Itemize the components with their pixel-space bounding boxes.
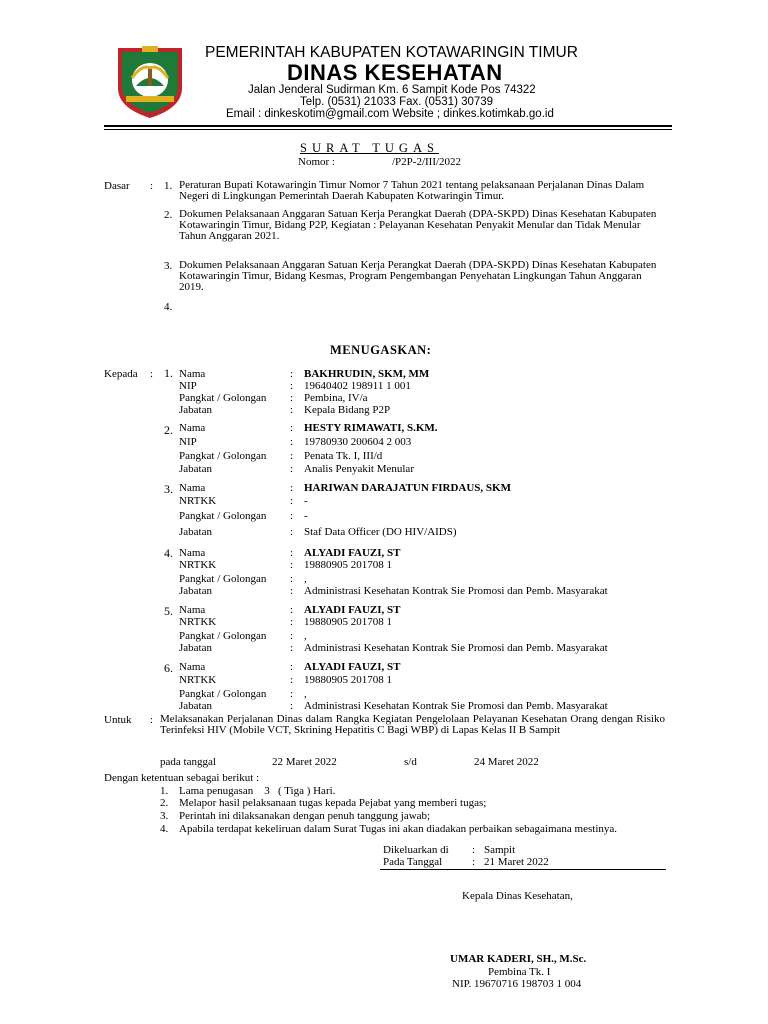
- untuk-text: Melaksanakan Perjalanan Dinas dalam Rangka Kegiatan Pengelolaan Pelayanan Kesehatan Orang dengan Risiko Terinfeksi HIV (Mobile VCT, Skrining Hepatitis C Bagi WBP) di Lapas Kelas II B Sampit: [160, 713, 665, 736]
- government-name: PEMERINTAH KABUPATEN KOTAWARINGIN TIMUR: [205, 44, 578, 61]
- tanggal-label: pada tanggal: [160, 756, 216, 768]
- assignee-field-colon: :: [290, 422, 294, 434]
- issued-place-colon: :: [472, 844, 476, 856]
- header-rule-thin: [104, 129, 672, 130]
- tanggal-end: 24 Maret 2022: [474, 756, 539, 768]
- assignee-field-label: Nama: [179, 482, 206, 494]
- assignee-field-value: 19640402 198911 1 001: [304, 380, 411, 392]
- assignee-number: 2.: [164, 423, 173, 437]
- issued-date-label: Pada Tanggal: [383, 856, 443, 868]
- assignee-field-value: Administrasi Kesehatan Kontrak Sie Promosi dan Pemb. Masyarakat: [304, 642, 608, 654]
- dasar-text-2: Dokumen Pelaksanaan Anggaran Satuan Kerja Perangkat Daerah (DPA-SKPD) Dinas Kesehatan Kabupaten Kotawaringin Timur, Bidang P2P, Kegiatan : Pelayanan Kesehatan Penyakit Menular dan Tidak Menular Tahun Anggaran 2021.: [179, 208, 657, 242]
- ketentuan-num-4: 4.: [160, 823, 169, 835]
- assignee-field-label: Pangkat / Golongan: [179, 450, 267, 462]
- issued-place-label: Dikeluarkan di: [383, 844, 449, 856]
- assignee-field-label: Jabatan: [179, 700, 212, 712]
- untuk-label: Untuk: [104, 714, 132, 726]
- assignee-field-colon: :: [290, 661, 294, 673]
- document-title: SURAT TUGAS: [300, 141, 439, 155]
- nomor-label: Nomor :: [298, 156, 335, 168]
- dasar-text-3: Dokumen Pelaksanaan Anggaran Satuan Kerja Perangkat Daerah (DPA-SKPD) Dinas Kesehatan Kabupaten Kotawaringin Timur, Bidang Kesmas, Program Pengembangan Penyehatan Lingkungan Tahun Anggaran 2019.: [179, 259, 657, 293]
- assignee-field-label: Pangkat / Golongan: [179, 510, 267, 522]
- assignee-field-label: NIP: [179, 380, 197, 392]
- assignee-field-colon: :: [290, 404, 294, 416]
- dasar-colon: :: [150, 180, 154, 192]
- ketentuan-num-3: 3.: [160, 810, 169, 822]
- assignee-field-label: NRTKK: [179, 616, 217, 628]
- assignee-field-colon: :: [290, 616, 294, 628]
- assignee-name: BAKHRUDIN, SKM, MM: [304, 368, 430, 380]
- dasar-num-3: 3.: [164, 260, 173, 272]
- assignee-field-label: NRTKK: [179, 674, 217, 686]
- department-name: DINAS KESEHATAN: [287, 60, 503, 85]
- assignee-field-label: Pangkat / Golongan: [179, 688, 267, 700]
- tanggal-sd: s/d: [404, 756, 417, 768]
- assignee-field-value: Administrasi Kesehatan Kontrak Sie Promosi dan Pemb. Masyarakat: [304, 585, 608, 597]
- dasar-num-2: 2.: [164, 209, 173, 221]
- assignee-name: ALYADI FAUZI, ST: [304, 604, 401, 616]
- assignee-field-colon: :: [290, 573, 294, 585]
- menugaskan-heading: MENUGASKAN:: [330, 343, 432, 357]
- ketentuan-num-1: 1.: [160, 785, 169, 797]
- assignee-field-colon: :: [290, 674, 294, 686]
- assignee-field-colon: :: [290, 526, 294, 538]
- assignee-number: 4.: [164, 546, 173, 560]
- assignee-field-colon: :: [290, 688, 294, 700]
- assignee-field-colon: :: [290, 392, 294, 404]
- assignee-field-value: ,: [304, 573, 307, 585]
- assignee-field-colon: :: [290, 380, 294, 392]
- dasar-num-1: 1.: [164, 180, 173, 192]
- assignee-field-colon: :: [290, 463, 294, 475]
- regency-emblem-logo: [112, 44, 188, 120]
- assignee-name: ALYADI FAUZI, ST: [304, 661, 401, 673]
- assignee-field-value: Penata Tk. I, III/d: [304, 450, 383, 462]
- ketentuan-intro: Dengan ketentuan sebagai berikut :: [104, 772, 260, 784]
- signatory-nip: NIP. 19670716 198703 1 004: [452, 978, 582, 990]
- assignee-number: 5.: [164, 604, 173, 618]
- assignee-number: 6.: [164, 661, 173, 675]
- assignee-name: HARIWAN DARAJATUN FIRDAUS, SKM: [304, 482, 511, 494]
- assignee-name: HESTY RIMAWATI, S.KM.: [304, 422, 438, 434]
- signatory-office: Kepala Dinas Kesehatan,: [462, 890, 573, 902]
- dasar-text-1: Peraturan Bupati Kotawaringin Timur Nomor 7 Tahun 2021 tentang pelaksanaan Perjalanan Dinas Dalam Negeri di Lingkungan Pemerintah Daerah Kabupaten Kotwaringin Timur.: [179, 179, 645, 202]
- assignee-field-label: Jabatan: [179, 404, 212, 416]
- assignee-field-value: Kepala Bidang P2P: [304, 404, 391, 416]
- assignee-field-label: Nama: [179, 547, 206, 559]
- assignee-field-label: Jabatan: [179, 642, 212, 654]
- assignee-field-value: -: [304, 495, 308, 507]
- kepada-label: Kepada: [104, 368, 138, 380]
- issued-date-colon: :: [472, 856, 476, 868]
- header-rule-thick: [104, 125, 672, 127]
- assignee-field-value: -: [304, 510, 308, 522]
- issued-date-value: 21 Maret 2022: [484, 856, 549, 868]
- assignee-field-label: Pangkat / Golongan: [179, 392, 267, 404]
- assignee-field-label: Nama: [179, 422, 206, 434]
- assignee-field-colon: :: [290, 436, 294, 448]
- assignee-field-label: Jabatan: [179, 526, 212, 538]
- assignee-field-value: 19880905 201708 1: [304, 616, 392, 628]
- assignee-field-label: Jabatan: [179, 463, 212, 475]
- ketentuan-text-1: Lama penugasan 3 ( Tiga ) Hari.: [179, 785, 336, 797]
- header-address: Jalan Jenderal Sudirman Km. 6 Sampit Kode Pos 74322: [248, 84, 536, 96]
- assignee-field-value: 19880905 201708 1: [304, 559, 392, 571]
- dasar-label: Dasar: [104, 180, 130, 192]
- assignee-field-colon: :: [290, 482, 294, 494]
- assignee-field-colon: :: [290, 495, 294, 507]
- assignee-field-colon: :: [290, 368, 294, 380]
- header-contact: Email : dinkeskotim@gmail.com Website ; dinkes.kotimkab.go.id: [226, 108, 554, 120]
- assignee-field-colon: :: [290, 547, 294, 559]
- assignee-field-colon: :: [290, 642, 294, 654]
- tanggal-start: 22 Maret 2022: [272, 756, 337, 768]
- nomor-value: /P2P-2/III/2022: [392, 156, 462, 168]
- issued-place-value: Sampit: [484, 844, 516, 856]
- ketentuan-num-2: 2.: [160, 797, 169, 809]
- assignee-field-colon: :: [290, 585, 294, 597]
- ketentuan-text-2: Melapor hasil pelaksanaan tugas kepada Pejabat yang memberi tugas;: [179, 797, 487, 809]
- kepada-colon: :: [150, 368, 154, 380]
- assignee-field-value: Pembina, IV/a: [304, 392, 368, 404]
- ketentuan-text-3: Perintah ini dilaksanakan dengan penuh tanggung jawab;: [179, 810, 431, 822]
- assignee-field-value: 19780930 200604 2 003: [304, 436, 412, 448]
- assignee-field-value: 19880905 201708 1: [304, 674, 392, 686]
- assignee-field-label: Nama: [179, 604, 206, 616]
- assignee-field-value: Staf Data Officer (DO HIV/AIDS): [304, 526, 457, 538]
- assignee-field-value: ,: [304, 688, 307, 700]
- header-phone: Telp. (0531) 21033 Fax. (0531) 30739: [300, 96, 494, 108]
- assignee-field-label: NRTKK: [179, 559, 217, 571]
- assignee-field-label: Pangkat / Golongan: [179, 573, 267, 585]
- assignee-field-label: Nama: [179, 661, 206, 673]
- issued-underline: [380, 869, 666, 870]
- assignee-field-colon: :: [290, 510, 294, 522]
- ketentuan-text-4: Apabila terdapat kekeliruan dalam Surat Tugas ini akan diadakan perbaikan sebagaimana mestinya.: [179, 823, 618, 835]
- assignee-field-value: Analis Penyakit Menular: [304, 463, 414, 475]
- signatory-name: UMAR KADERI, SH., M.Sc.: [450, 953, 587, 965]
- assignee-field-label: Nama: [179, 368, 206, 380]
- assignee-field-colon: :: [290, 604, 294, 616]
- assignee-field-colon: :: [290, 700, 294, 712]
- assignee-field-label: NRTKK: [179, 495, 217, 507]
- assignee-field-label: Pangkat / Golongan: [179, 630, 267, 642]
- assignee-field-value: ,: [304, 630, 307, 642]
- signatory-rank: Pembina Tk. I: [488, 966, 551, 978]
- assignee-field-colon: :: [290, 630, 294, 642]
- assignee-field-colon: :: [290, 559, 294, 571]
- dasar-num-4: 4.: [164, 301, 173, 313]
- assignee-number: 3.: [164, 482, 173, 496]
- assignee-name: ALYADI FAUZI, ST: [304, 547, 401, 559]
- assignee-field-label: NIP: [179, 436, 197, 448]
- assignee-field-colon: :: [290, 450, 294, 462]
- untuk-colon: :: [150, 714, 154, 726]
- assignee-field-label: Jabatan: [179, 585, 212, 597]
- assignee-field-value: Administrasi Kesehatan Kontrak Sie Promosi dan Pemb. Masyarakat: [304, 700, 608, 712]
- assignee-number: 1.: [164, 366, 173, 380]
